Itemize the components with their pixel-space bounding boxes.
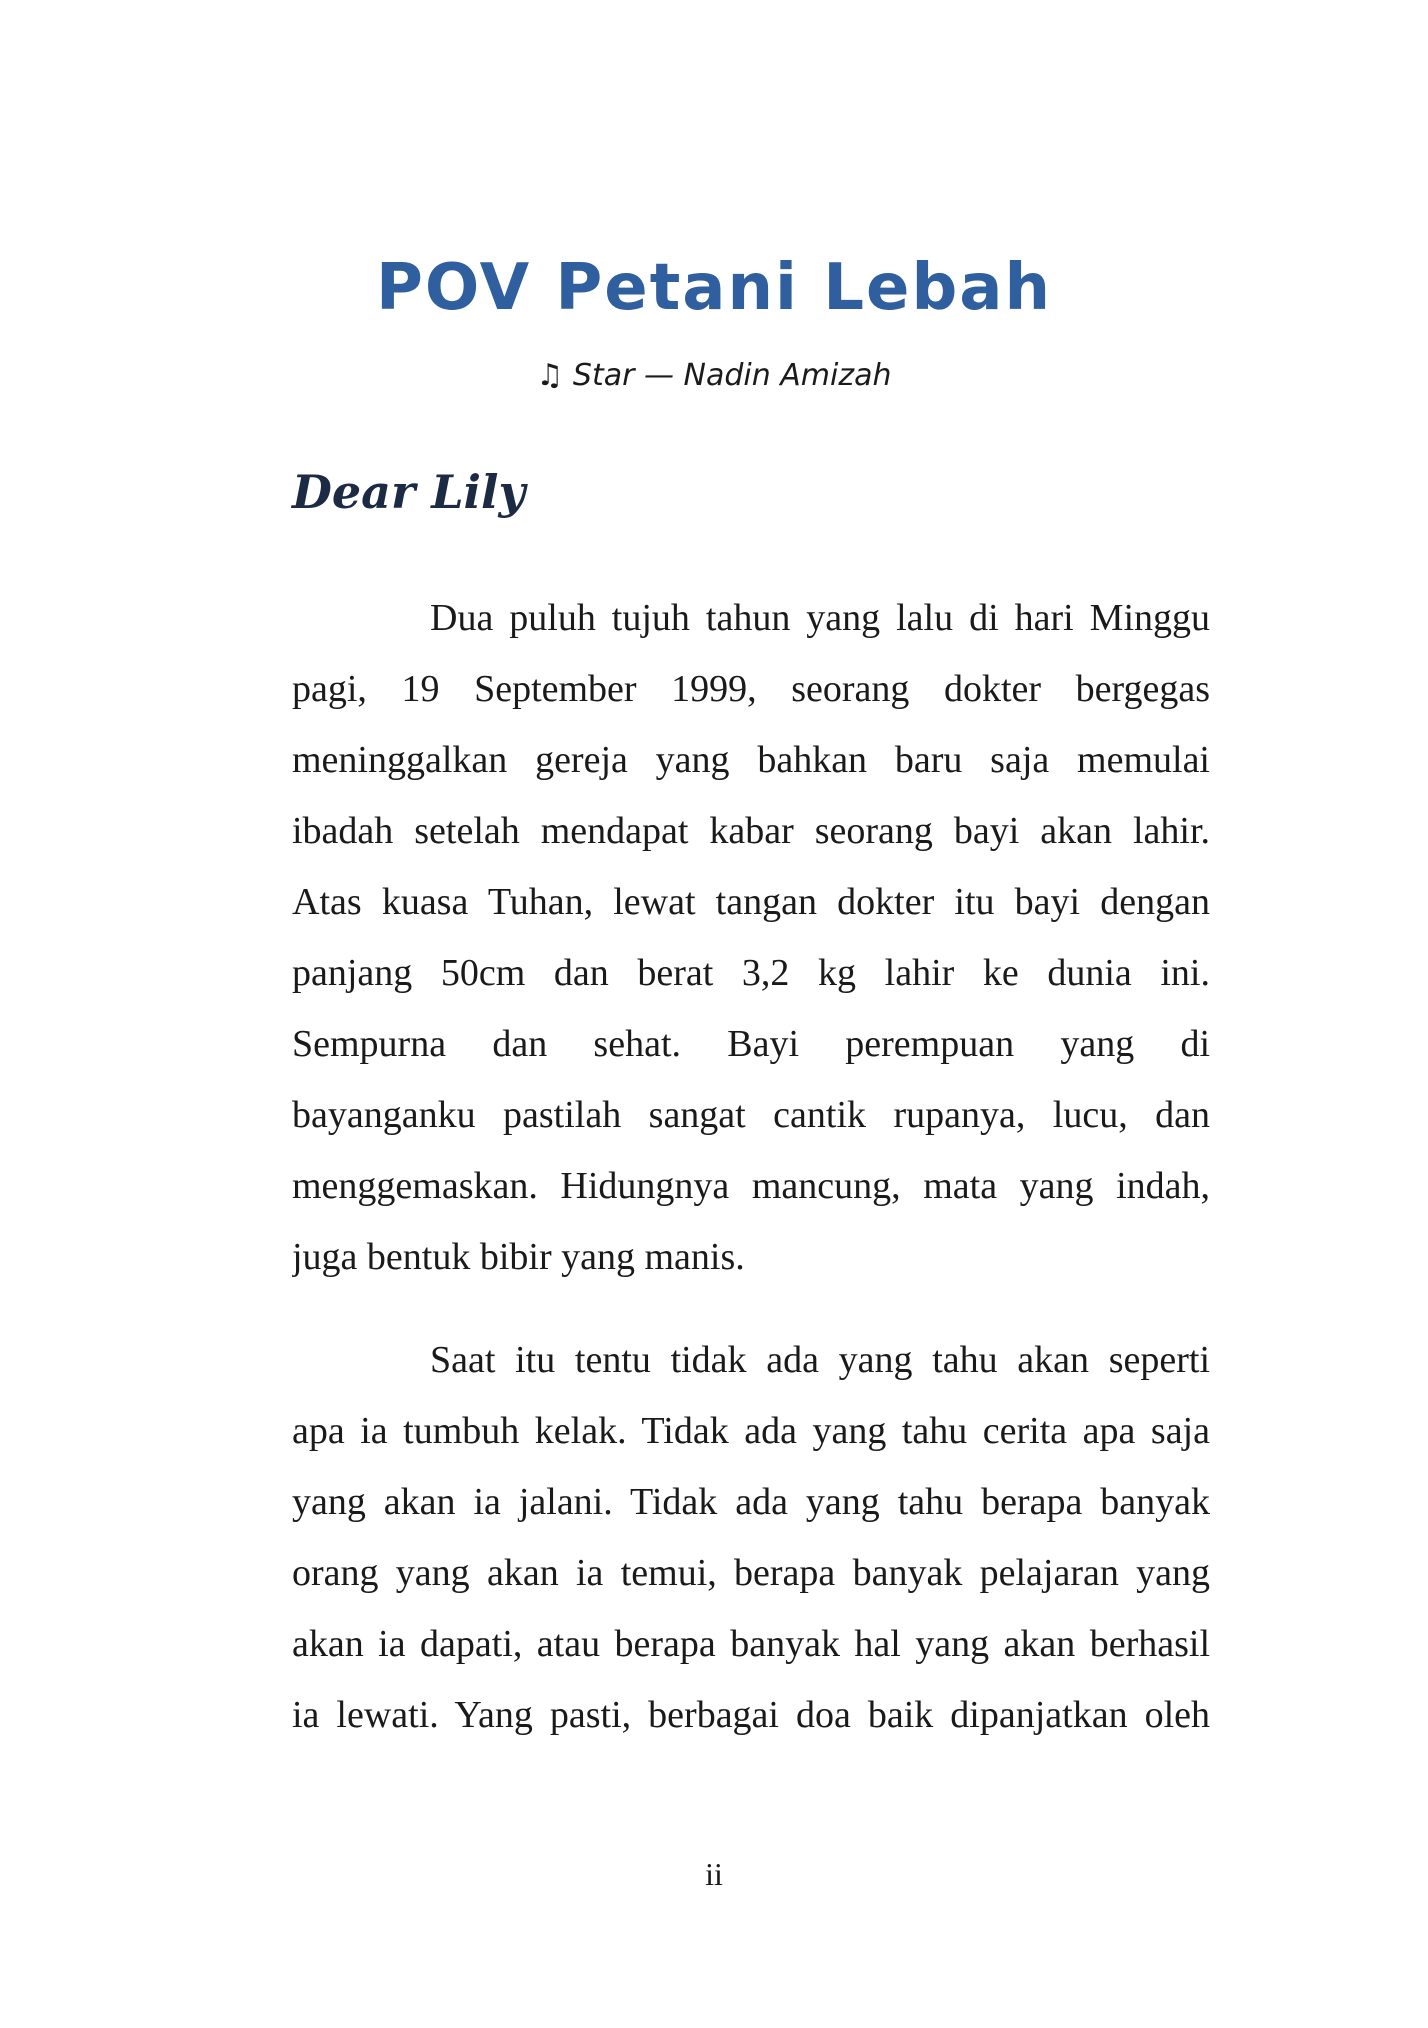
page-number: ii xyxy=(705,1856,723,1892)
text-line: panjang 50cm dan berat 3,2 kg lahir ke dunia ini. xyxy=(292,952,1210,994)
chapter-title: POV Petani Lebah xyxy=(375,251,1053,325)
letter-salutation: Dear Lily xyxy=(292,465,526,519)
song-credit: ♫ Star — Nadin Amizah xyxy=(536,358,892,393)
text-line: Dua puluh tujuh tahun yang lalu di hari Minggu xyxy=(430,597,1210,639)
text-line: ibadah setelah mendapat kabar seorang bayi akan lahir. xyxy=(292,810,1210,852)
text-line: Sempurna dan sehat. Bayi perempuan yang di xyxy=(292,1023,1210,1065)
text-line: bayanganku pastilah sangat cantik rupanya, lucu, dan xyxy=(292,1094,1210,1136)
text-line: orang yang akan ia temui, berapa banyak pelajaran yang xyxy=(292,1552,1210,1594)
text-line: pagi, 19 September 1999, seorang dokter bergegas xyxy=(292,668,1210,710)
text-line: apa ia tumbuh kelak. Tidak ada yang tahu cerita apa saja xyxy=(292,1410,1210,1452)
text-line: akan ia dapati, atau berapa banyak hal yang akan berhasil xyxy=(292,1623,1210,1665)
text-line: Atas kuasa Tuhan, lewat tangan dokter itu bayi dengan xyxy=(292,881,1210,923)
text-line: ia lewati. Yang pasti, berbagai doa baik dipanjatkan oleh xyxy=(292,1694,1210,1736)
text-line: menggemaskan. Hidungnya mancung, mata yang indah, xyxy=(292,1165,1210,1207)
text-line: juga bentuk bibir yang manis. xyxy=(292,1236,745,1278)
text-line: yang akan ia jalani. Tidak ada yang tahu berapa banyak xyxy=(292,1481,1210,1523)
text-line: Saat itu tentu tidak ada yang tahu akan seperti xyxy=(430,1339,1210,1381)
text-line: meninggalkan gereja yang bahkan baru saja memulai xyxy=(292,739,1210,781)
